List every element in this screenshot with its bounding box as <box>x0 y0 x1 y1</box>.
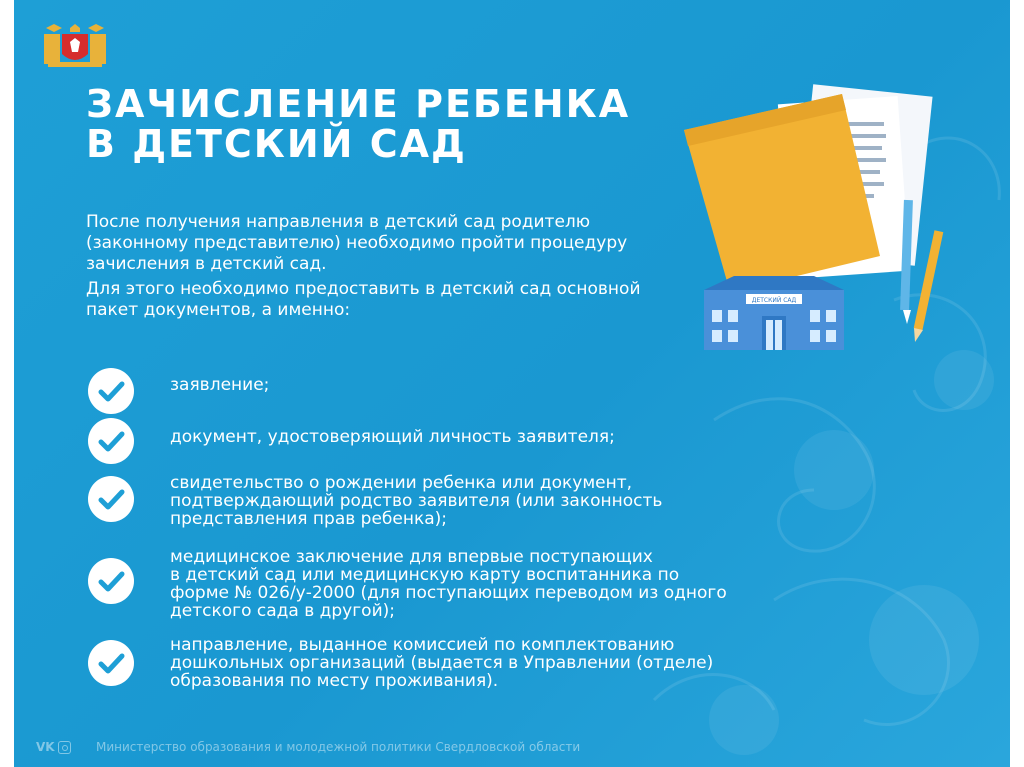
intro-paragraph-2: Для этого необходимо предоставить в детский сад основной пакет документов, а именно: <box>86 279 641 320</box>
document-text: документ, удостоверяющий личность заявителя; <box>170 427 615 447</box>
title-line-2: В ДЕТСКИЙ САД <box>86 122 467 166</box>
document-text: направление, выданное комиссией по комплектованию дошкольных организаций (выдается в Управлении (отделе) образования по месту проживания). <box>170 635 714 691</box>
intro-paragraph-1: После получения направления в детский сад родителю (законному представителю) необходимо пройти процедуру зачисления в детский сад. <box>86 212 628 274</box>
check-icon <box>88 418 134 464</box>
check-icon <box>88 476 134 522</box>
slide <box>14 0 1010 767</box>
documents-illustration <box>674 80 974 360</box>
intro-text <box>86 212 686 325</box>
pencil <box>914 230 944 342</box>
coat-of-arms-icon <box>40 24 110 68</box>
title-line-1: ЗАЧИСЛЕНИЕ РЕБЕНКА <box>86 82 631 126</box>
page-title <box>86 84 706 164</box>
check-icon <box>88 558 134 604</box>
kindergarten-building <box>704 276 844 350</box>
document-text: медицинское заключение для впервые поступающих в детский сад или медицинскую карту воспитанника по форме № 026/у-2000 (для поступающих переводом из одного детского сада в другой); <box>170 547 727 621</box>
document-text: заявление; <box>170 375 270 395</box>
organization-name: Министерство образования и молодежной политики Свердловской области <box>96 740 581 754</box>
document-text: свидетельство о рождении ребенка или документ, подтверждающий родство заявителя (или законность представления прав ребенка); <box>170 473 663 529</box>
check-icon <box>88 640 134 686</box>
footer <box>36 738 836 756</box>
kindergarten-sign: ДЕТСКИЙ САД <box>751 297 797 304</box>
check-icon <box>88 368 134 414</box>
vk-icon[interactable]: VK <box>36 740 55 754</box>
instagram-icon[interactable] <box>58 741 71 754</box>
